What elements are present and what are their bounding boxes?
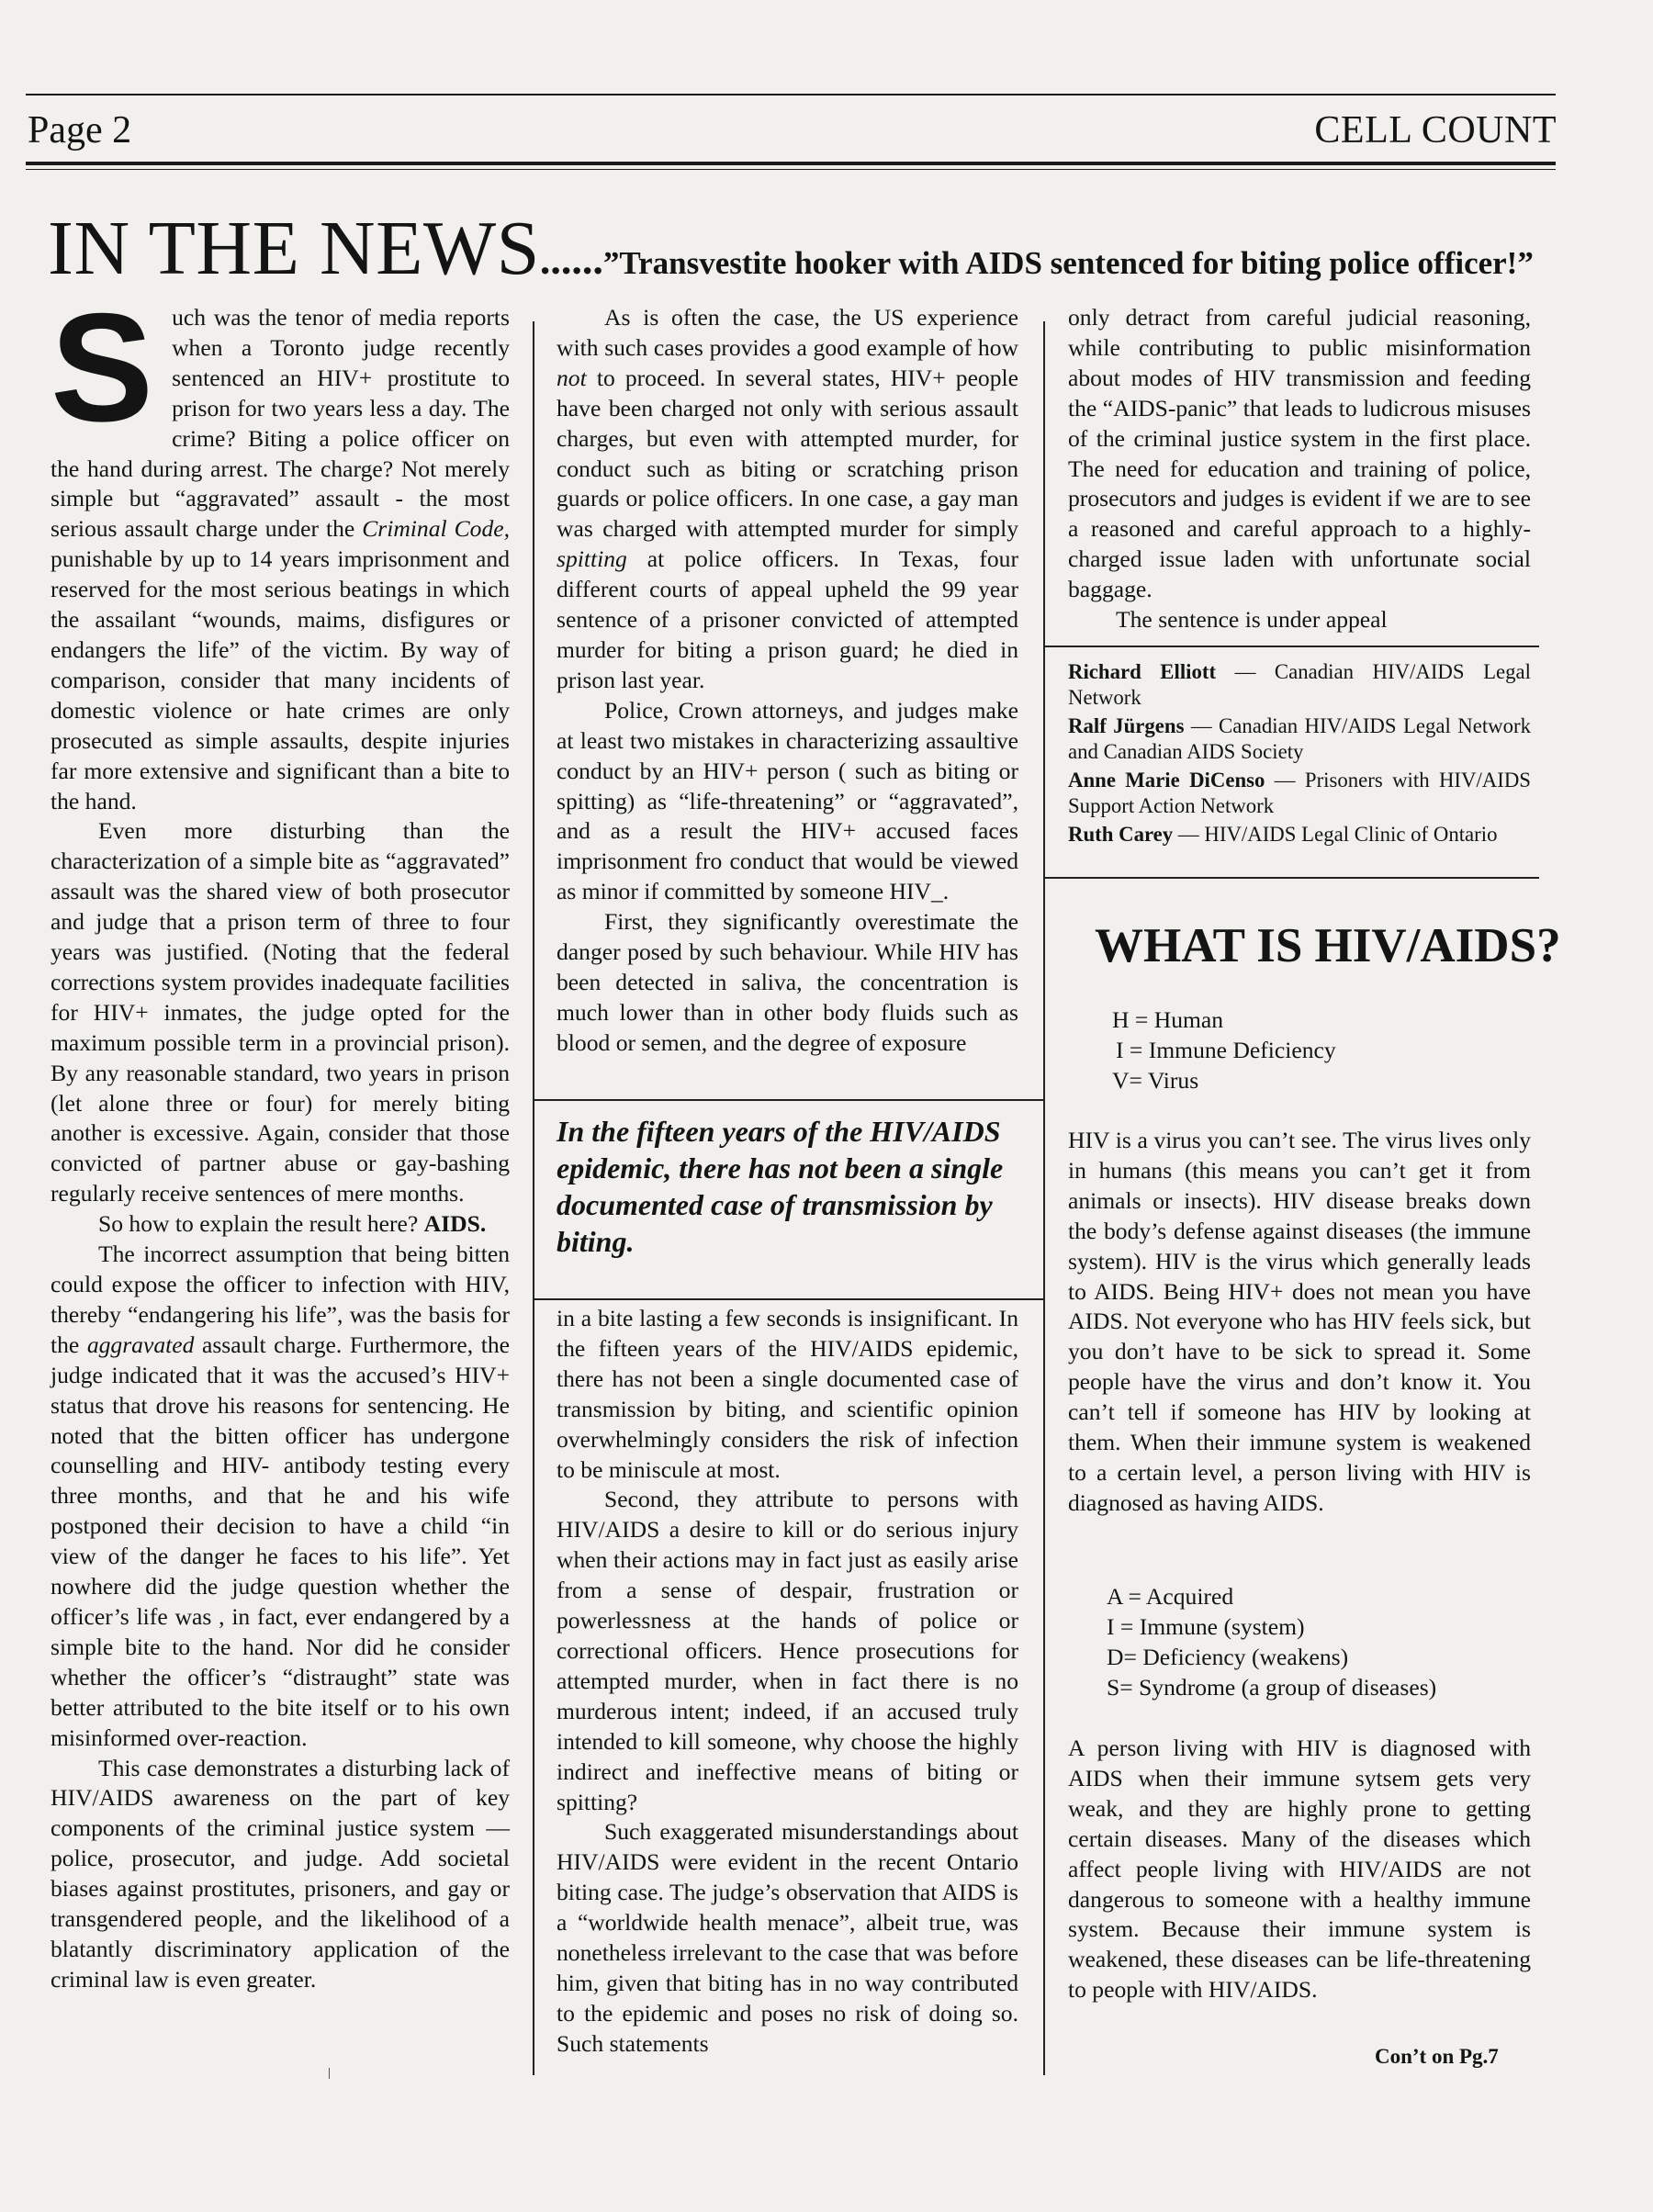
hiv-acronym — [1112, 1005, 1336, 1095]
article-paragraph: in a bite lasting a few seconds is insignificant. In the fifteen years of the HIV/AIDS epidemic, there has not been a single documented case of transmission by biting, and scientific opinion overwhelmingly considers the risk of infection to be miniscule at most. — [557, 1305, 1018, 1483]
acronym-line: V= Virus — [1112, 1067, 1199, 1094]
author-credits — [1068, 659, 1531, 850]
top-rule — [26, 94, 1556, 95]
acronym-line: D= Deficiency (weakens) — [1107, 1644, 1349, 1670]
article-column-1 — [51, 281, 510, 1995]
credit-item: Anne Marie DiCenso — Prisoners with HIV/AIDS Support Action Network — [1068, 769, 1531, 817]
credit-item: Ralf Jürgens — Canadian HIV/AIDS Legal Network and Canadian AIDS Society — [1068, 714, 1532, 763]
article-paragraph: Police, Crown attorneys, and judges make at least two mistakes in characterizing assaultive conduct by an HIV+ person ( such as biting or spitting) as “life-threatening” or “aggravated”, and as a result the HIV+ accused faces imprisonment fro conduct that would be viewed as minor if committed by someone HIV_. — [557, 696, 1018, 905]
acronym-line: S= Syndrome (a group of diseases) — [1107, 1674, 1437, 1701]
story-title: ”Transvestite hooker with AIDS sentenced for biting police officer!” — [602, 245, 1534, 281]
credits-rule-bottom — [1043, 877, 1539, 879]
sidebar-body-2 — [1068, 1734, 1531, 2005]
page-number: Page 2 — [28, 109, 132, 152]
article-paragraph: So how to explain the result here? AIDS. — [98, 1210, 487, 1238]
continued-note: Con’t on Pg.7 — [1375, 2045, 1499, 2068]
credit-item: Richard Elliott — Canadian HIV/AIDS Legal Network — [1068, 660, 1531, 709]
sidebar-paragraph: A person living with HIV is diagnosed with AIDS when their immune sytsem gets very weak, and they are highly prone to getting certain diseases. Many of the diseases which affect people living with HIV/AIDS are not dangerous to someone with a healthy immune system. Because their immune system is weakened, these diseases can be life-threatening to people with HIV/AIDS. — [1068, 1735, 1531, 2004]
publication-title: CELL COUNT — [1314, 109, 1557, 152]
article-column-3 — [1068, 303, 1531, 635]
article-paragraph: Even more disturbing than the characterization of a simple bite as “aggravated” assault was the shared view of both prosecutor and judge that a prison term of three to four years was justified. (Noting that the federal corrections system provides inadequate facilities for HIV+ inmates, the judge opted for the maximum possible term in a provincial prison). By any reasonable standard, two years in prison (let alone three or four) for merely biting another is excessive. Again, consider that those convicted of partner abuse or gay-bashing regularly receive sentences of mere months. — [51, 817, 510, 1207]
drop-cap: S — [51, 281, 154, 454]
article-paragraph: Such was the tenor of media reports when a Toronto judge recently sentenced an HIV+ prostitute to prison for two years less a day. The crime? Biting a police officer on the hand during arrest. The charge? Not merely simple but “aggravated” assault - the most serious assault charge under the Criminal Code, punishable by up to 14 years imprisonment and reserved for the most serious beatings in which the assailant “wounds, maims, disfigures or endangers the life” of the victim. By way of comparison, consider that many incidents of domestic violence or hate crimes are only prosecuted as simple assaults, despite injuries far more extensive and significant than a bite to the hand. — [51, 281, 510, 814]
aids-acronym — [1107, 1581, 1436, 1702]
section-title: IN THE NEWS — [48, 206, 540, 291]
headline — [48, 204, 1627, 293]
sidebar-paragraph: HIV is a virus you can’t see. The virus lives only in humans (this means you can’t get it from animals or insects). HIV disease breaks down the body’s defense against diseases (the immune system). HIV is the virus which generally leads to AIDS. Being HIV+ does not mean you have AIDS. Not everyone who has HIV feels sick, but you don’t have to be sick to spread it. Some people have the virus and don’t know it. You can’t tell if someone has HIV by looking at them. When their immune system is weakened to a certain level, a person living with HIV is diagnosed as having AIDS. — [1068, 1127, 1531, 1516]
acronym-line: H = Human — [1112, 1006, 1224, 1033]
article-paragraph: As is often the case, the US experience with such cases provides a good example of how not to proceed. In several states, HIV+ people have been charged not only with serious assault charges, but even with attempted murder, for conduct such as biting or scratching prison guards or police officers. In one case, a gay man was charged with attempted murder for simply spitting at police officers. In Texas, four different courts of appeal upheld the 99 year sentence of a prisoner convicted of attempted murder for biting a prison guard; he died in prison last year. — [557, 304, 1018, 693]
credits-rule-top — [1043, 646, 1539, 647]
scan-mark — [329, 2068, 330, 2079]
article-paragraph: only detract from careful judicial reasoning, while contributing to public misinformation about modes of HIV transmission and feeding the “AIDS-panic” that leads to ludicrous misuses of the criminal justice system in the first place. The need for education and training of police, prosecutors and judges is evident if we are to see a reasoned and careful approach to a highly-charged issue laden with unfortunate social baggage. — [1068, 304, 1531, 603]
article-paragraph: First, they significantly overestimate the danger posed by such behaviour. While HIV has been detected in saliva, the concentration is much lower than in other body fluids such as blood or semen, and the degree of exposure — [557, 908, 1018, 1056]
sidebar-body — [1068, 1126, 1531, 1519]
appeal-note: The sentence is under appeal — [1116, 606, 1388, 634]
acronym-line: I = Immune Deficiency — [1116, 1037, 1336, 1063]
pullquote-rule-bottom — [533, 1298, 1043, 1300]
header-rule-thin — [26, 169, 1556, 170]
column-divider — [1043, 321, 1045, 2075]
article-paragraph: This case demonstrates a disturbing lack of HIV/AIDS awareness on the part of key components of the criminal justice system — police, prosecutor, and judge. Add societal biases against prostitutes, prisoners, and gay or transgendered people, and the likelihood of a blatantly discriminatory application of the criminal law is even greater. — [51, 1754, 510, 1993]
pullquote-rule-top — [533, 1099, 1043, 1101]
column-divider — [533, 321, 534, 2075]
article-column-2 — [557, 303, 1018, 1059]
sidebar-title: WHAT IS HIV/AIDS? — [1095, 919, 1561, 972]
article-column-2-continued — [557, 1304, 1018, 2060]
article-paragraph: Second, they attribute to persons with HIV/AIDS a desire to kill or do serious injury when their actions may in fact just as easily arise from a sense of despair, frustration or powerlessness at the hands of police or correctional officers. Hence prosecutions for attempted murder, when in fact there is no murderous intent; indeed, if an accused truly intended to kill someone, why choose the highly indirect and ineffective means of biting or spitting? — [557, 1486, 1018, 1815]
article-paragraph: Such exaggerated misunderstandings about HIV/AIDS were evident in the recent Ontario biting case. The judge’s observation that AIDS is a “worldwide health menace”, albeit true, was nonetheless irrelevant to the case that was before him, given that biting has in no way contributed to the epidemic and poses no risk of doing so. Such statements — [557, 1818, 1018, 2057]
acronym-line: I = Immune (system) — [1107, 1613, 1305, 1640]
pull-quote: In the fifteen years of the HIV/AIDS epidemic, there has not been a single documented case of transmission by biting. — [557, 1115, 1004, 1258]
article-paragraph: The incorrect assumption that being bitten could expose the officer to infection with HIV, thereby “endangering his life”, was the basis for the aggravated assault charge. Furthermore, the judge indicated that it was the accused’s HIV+ status that drove his reasons for sentencing. He noted that the bitten officer has undergone counselling and HIV- antibody testing every three months, and that he and his wife postponed their decision to have a child “in view of the danger he faces to his life”. Yet nowhere did the judge question whether the officer’s life was , in fact, ever endangered by a simple bite to the hand. Nor did he consider whether the officer’s “distraught” state was better attributed to the bite itself or to his own misinformed over-reaction. — [51, 1241, 510, 1751]
credit-item: Ruth Carey — HIV/AIDS Legal Clinic of Ontario — [1068, 823, 1498, 846]
acronym-line: A = Acquired — [1107, 1583, 1234, 1610]
headline-dots: ...... — [539, 236, 603, 283]
header-rule — [26, 162, 1556, 165]
